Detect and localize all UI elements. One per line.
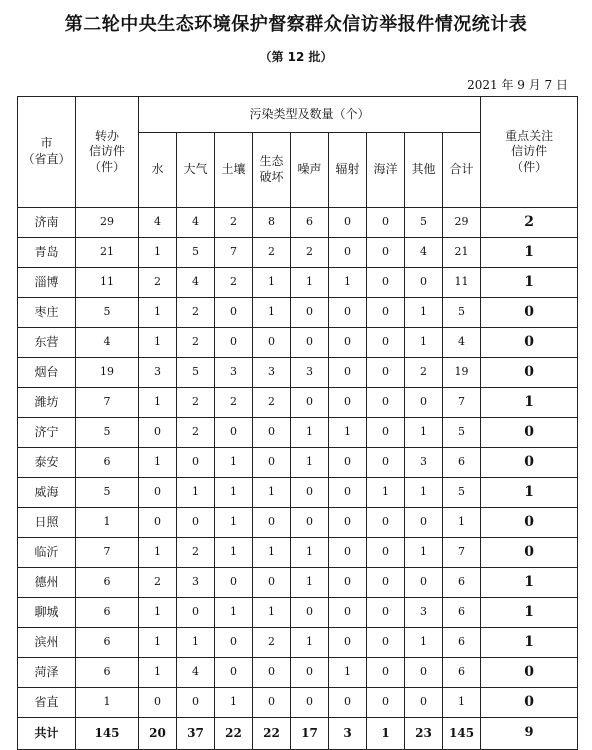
air-count-cell: 1 (177, 628, 215, 658)
other-count-cell: 3 (405, 598, 443, 628)
ecology-count-cell: 0 (253, 418, 291, 448)
table-row (18, 238, 578, 268)
ecology-count-cell: 0 (253, 688, 291, 718)
city-cell: 日照 (18, 508, 76, 538)
transfer-count-cell: 6 (76, 448, 139, 478)
ocean-count-cell: 0 (367, 388, 405, 418)
noise-count-cell: 0 (291, 478, 329, 508)
transfer-count-cell: 7 (76, 538, 139, 568)
table-row (18, 418, 578, 448)
ocean-count-cell: 0 (367, 628, 405, 658)
table-row (18, 328, 578, 358)
ocean-count-cell: 0 (367, 598, 405, 628)
noise-count-cell: 1 (291, 268, 329, 298)
ocean-count-cell: 0 (367, 328, 405, 358)
air-count-cell: 37 (177, 718, 215, 750)
ecology-count-cell: 1 (253, 538, 291, 568)
transfer-count-cell: 6 (76, 628, 139, 658)
subtotal-count-cell: 5 (443, 478, 481, 508)
air-count-cell: 2 (177, 298, 215, 328)
water-count-cell: 2 (139, 268, 177, 298)
soil-count-cell: 22 (215, 718, 253, 750)
air-count-cell: 2 (177, 418, 215, 448)
ecology-count-cell: 0 (253, 658, 291, 688)
header-pollution-group: 污染类型及数量（个） (139, 97, 481, 133)
water-count-cell: 1 (139, 298, 177, 328)
noise-count-cell: 0 (291, 508, 329, 538)
header-type-total: 合计 (443, 133, 481, 208)
air-count-cell: 5 (177, 238, 215, 268)
water-count-cell: 0 (139, 688, 177, 718)
key-concern-cell: 0 (481, 328, 578, 358)
header-type-radiation: 辐射 (329, 133, 367, 208)
noise-count-cell: 0 (291, 388, 329, 418)
noise-count-cell: 3 (291, 358, 329, 388)
water-count-cell: 20 (139, 718, 177, 750)
radiation-count-cell: 0 (329, 388, 367, 418)
ocean-count-cell: 0 (367, 538, 405, 568)
header-key-concern: 重点关注 信访件 （件） (481, 97, 578, 208)
radiation-count-cell: 0 (329, 478, 367, 508)
subtotal-count-cell: 11 (443, 268, 481, 298)
table-row (18, 508, 578, 538)
subtotal-count-cell: 29 (443, 208, 481, 238)
ocean-count-cell: 0 (367, 688, 405, 718)
soil-count-cell: 2 (215, 268, 253, 298)
noise-count-cell: 0 (291, 688, 329, 718)
noise-count-cell: 0 (291, 598, 329, 628)
key-concern-cell: 0 (481, 538, 578, 568)
water-count-cell: 2 (139, 568, 177, 598)
other-count-cell: 1 (405, 628, 443, 658)
water-count-cell: 1 (139, 598, 177, 628)
water-count-cell: 0 (139, 478, 177, 508)
city-cell: 威海 (18, 478, 76, 508)
ocean-count-cell: 0 (367, 208, 405, 238)
water-count-cell: 1 (139, 328, 177, 358)
subtotal-count-cell: 6 (443, 448, 481, 478)
soil-count-cell: 0 (215, 298, 253, 328)
noise-count-cell: 1 (291, 568, 329, 598)
ecology-count-cell: 0 (253, 448, 291, 478)
noise-count-cell: 6 (291, 208, 329, 238)
table-row (18, 388, 578, 418)
transfer-count-cell: 6 (76, 658, 139, 688)
ecology-count-cell: 2 (253, 628, 291, 658)
subtotal-count-cell: 5 (443, 418, 481, 448)
city-cell: 潍坊 (18, 388, 76, 418)
ocean-count-cell: 0 (367, 418, 405, 448)
transfer-count-cell: 6 (76, 598, 139, 628)
transfer-count-cell: 19 (76, 358, 139, 388)
batch-number: （第 12 批） (259, 50, 333, 64)
noise-count-cell: 17 (291, 718, 329, 750)
radiation-count-cell: 0 (329, 208, 367, 238)
soil-count-cell: 1 (215, 688, 253, 718)
other-count-cell: 0 (405, 388, 443, 418)
radiation-count-cell: 1 (329, 658, 367, 688)
water-count-cell: 4 (139, 208, 177, 238)
water-count-cell: 1 (139, 388, 177, 418)
other-count-cell: 0 (405, 568, 443, 598)
transfer-count-cell: 5 (76, 478, 139, 508)
table-row (18, 538, 578, 568)
subtotal-count-cell: 7 (443, 538, 481, 568)
ecology-count-cell: 1 (253, 298, 291, 328)
radiation-count-cell: 0 (329, 568, 367, 598)
table-row (18, 358, 578, 388)
ocean-count-cell: 0 (367, 508, 405, 538)
soil-count-cell: 1 (215, 478, 253, 508)
key-concern-cell: 1 (481, 598, 578, 628)
city-cell: 枣庄 (18, 298, 76, 328)
water-count-cell: 0 (139, 508, 177, 538)
other-count-cell: 0 (405, 268, 443, 298)
radiation-count-cell: 0 (329, 538, 367, 568)
noise-count-cell: 0 (291, 658, 329, 688)
water-count-cell: 3 (139, 358, 177, 388)
soil-count-cell: 0 (215, 328, 253, 358)
noise-count-cell: 1 (291, 538, 329, 568)
other-count-cell: 1 (405, 298, 443, 328)
city-cell: 淄博 (18, 268, 76, 298)
key-concern-cell: 0 (481, 508, 578, 538)
statistics-table (17, 96, 578, 750)
key-concern-cell: 1 (481, 568, 578, 598)
key-concern-cell: 1 (481, 628, 578, 658)
table-row (18, 448, 578, 478)
header-type-air: 大气 (177, 133, 215, 208)
air-count-cell: 2 (177, 388, 215, 418)
soil-count-cell: 1 (215, 508, 253, 538)
transfer-count-cell: 6 (76, 568, 139, 598)
other-count-cell: 1 (405, 328, 443, 358)
ocean-count-cell: 0 (367, 658, 405, 688)
transfer-count-cell: 7 (76, 388, 139, 418)
city-cell: 济宁 (18, 418, 76, 448)
subtotal-count-cell: 6 (443, 598, 481, 628)
air-count-cell: 0 (177, 508, 215, 538)
key-concern-cell: 1 (481, 268, 578, 298)
soil-count-cell: 2 (215, 208, 253, 238)
ecology-count-cell: 1 (253, 268, 291, 298)
header-transfer-count: 转办 信访件 （件） (76, 97, 139, 208)
report-date: 2021 年 9 月 7 日 (467, 78, 568, 92)
header-type-noise: 噪声 (291, 133, 329, 208)
soil-count-cell: 0 (215, 658, 253, 688)
noise-count-cell: 1 (291, 448, 329, 478)
air-count-cell: 4 (177, 658, 215, 688)
other-count-cell: 2 (405, 358, 443, 388)
table-row (18, 598, 578, 628)
transfer-count-cell: 145 (76, 718, 139, 750)
subtotal-count-cell: 145 (443, 718, 481, 750)
radiation-count-cell: 0 (329, 598, 367, 628)
radiation-count-cell: 0 (329, 358, 367, 388)
ocean-count-cell: 0 (367, 238, 405, 268)
table-row (18, 268, 578, 298)
header-city: 市 （省直） (18, 97, 76, 208)
radiation-count-cell: 0 (329, 328, 367, 358)
ecology-count-cell: 0 (253, 328, 291, 358)
key-concern-cell: 0 (481, 658, 578, 688)
noise-count-cell: 1 (291, 418, 329, 448)
transfer-count-cell: 21 (76, 238, 139, 268)
air-count-cell: 4 (177, 208, 215, 238)
air-count-cell: 2 (177, 538, 215, 568)
radiation-count-cell: 0 (329, 628, 367, 658)
ocean-count-cell: 0 (367, 268, 405, 298)
soil-count-cell: 1 (215, 448, 253, 478)
water-count-cell: 1 (139, 538, 177, 568)
ecology-count-cell: 2 (253, 238, 291, 268)
water-count-cell: 1 (139, 628, 177, 658)
ecology-count-cell: 2 (253, 388, 291, 418)
key-concern-cell: 0 (481, 298, 578, 328)
header-type-water: 水 (139, 133, 177, 208)
subtotal-count-cell: 1 (443, 508, 481, 538)
air-count-cell: 0 (177, 598, 215, 628)
radiation-count-cell: 0 (329, 688, 367, 718)
transfer-count-cell: 5 (76, 298, 139, 328)
table-row (18, 208, 578, 238)
soil-count-cell: 2 (215, 388, 253, 418)
key-concern-cell: 1 (481, 238, 578, 268)
ecology-count-cell: 0 (253, 508, 291, 538)
noise-count-cell: 0 (291, 328, 329, 358)
key-concern-cell: 0 (481, 358, 578, 388)
soil-count-cell: 0 (215, 628, 253, 658)
key-concern-cell: 1 (481, 388, 578, 418)
other-count-cell: 23 (405, 718, 443, 750)
subtotal-count-cell: 6 (443, 628, 481, 658)
water-count-cell: 1 (139, 658, 177, 688)
radiation-count-cell: 1 (329, 418, 367, 448)
city-cell: 共计 (18, 718, 76, 750)
city-cell: 聊城 (18, 598, 76, 628)
water-count-cell: 1 (139, 448, 177, 478)
other-count-cell: 1 (405, 538, 443, 568)
air-count-cell: 2 (177, 328, 215, 358)
city-cell: 济南 (18, 208, 76, 238)
ocean-count-cell: 0 (367, 298, 405, 328)
radiation-count-cell: 0 (329, 508, 367, 538)
city-cell: 青岛 (18, 238, 76, 268)
city-cell: 滨州 (18, 628, 76, 658)
city-cell: 德州 (18, 568, 76, 598)
transfer-count-cell: 1 (76, 508, 139, 538)
ecology-count-cell: 3 (253, 358, 291, 388)
table-row (18, 628, 578, 658)
soil-count-cell: 7 (215, 238, 253, 268)
table-row (18, 478, 578, 508)
key-concern-cell: 0 (481, 448, 578, 478)
key-concern-cell: 0 (481, 418, 578, 448)
soil-count-cell: 1 (215, 538, 253, 568)
air-count-cell: 0 (177, 448, 215, 478)
other-count-cell: 0 (405, 658, 443, 688)
air-count-cell: 1 (177, 478, 215, 508)
other-count-cell: 0 (405, 688, 443, 718)
key-concern-cell: 9 (481, 718, 578, 750)
header-type-ocean: 海洋 (367, 133, 405, 208)
water-count-cell: 0 (139, 418, 177, 448)
subtotal-count-cell: 4 (443, 328, 481, 358)
ocean-count-cell: 0 (367, 568, 405, 598)
key-concern-cell: 2 (481, 208, 578, 238)
subtotal-count-cell: 21 (443, 238, 481, 268)
noise-count-cell: 0 (291, 298, 329, 328)
other-count-cell: 0 (405, 508, 443, 538)
subtotal-count-cell: 6 (443, 658, 481, 688)
city-cell: 临沂 (18, 538, 76, 568)
table-row (18, 658, 578, 688)
water-count-cell: 1 (139, 238, 177, 268)
ecology-count-cell: 1 (253, 478, 291, 508)
soil-count-cell: 0 (215, 418, 253, 448)
other-count-cell: 1 (405, 478, 443, 508)
transfer-count-cell: 11 (76, 268, 139, 298)
ocean-count-cell: 1 (367, 478, 405, 508)
city-cell: 省直 (18, 688, 76, 718)
air-count-cell: 5 (177, 358, 215, 388)
city-cell: 泰安 (18, 448, 76, 478)
subtotal-count-cell: 19 (443, 358, 481, 388)
transfer-count-cell: 1 (76, 688, 139, 718)
header-type-soil: 土壤 (215, 133, 253, 208)
other-count-cell: 1 (405, 418, 443, 448)
noise-count-cell: 2 (291, 238, 329, 268)
subtotal-count-cell: 1 (443, 688, 481, 718)
other-count-cell: 3 (405, 448, 443, 478)
air-count-cell: 0 (177, 688, 215, 718)
radiation-count-cell: 3 (329, 718, 367, 750)
city-cell: 烟台 (18, 358, 76, 388)
ecology-count-cell: 0 (253, 568, 291, 598)
table-row (18, 688, 578, 718)
soil-count-cell: 3 (215, 358, 253, 388)
soil-count-cell: 0 (215, 568, 253, 598)
table-body (18, 208, 578, 750)
soil-count-cell: 1 (215, 598, 253, 628)
radiation-count-cell: 1 (329, 268, 367, 298)
air-count-cell: 3 (177, 568, 215, 598)
transfer-count-cell: 5 (76, 418, 139, 448)
city-cell: 东营 (18, 328, 76, 358)
noise-count-cell: 1 (291, 628, 329, 658)
key-concern-cell: 0 (481, 688, 578, 718)
total-row (18, 718, 578, 750)
radiation-count-cell: 0 (329, 238, 367, 268)
air-count-cell: 4 (177, 268, 215, 298)
city-cell: 菏泽 (18, 658, 76, 688)
subtotal-count-cell: 6 (443, 568, 481, 598)
ocean-count-cell: 0 (367, 448, 405, 478)
transfer-count-cell: 29 (76, 208, 139, 238)
header-type-ecology: 生态 破坏 (253, 133, 291, 208)
radiation-count-cell: 0 (329, 448, 367, 478)
ecology-count-cell: 22 (253, 718, 291, 750)
table-row (18, 568, 578, 598)
other-count-cell: 4 (405, 238, 443, 268)
other-count-cell: 5 (405, 208, 443, 238)
ocean-count-cell: 0 (367, 358, 405, 388)
ecology-count-cell: 1 (253, 598, 291, 628)
key-concern-cell: 1 (481, 478, 578, 508)
subtotal-count-cell: 7 (443, 388, 481, 418)
header-type-other: 其他 (405, 133, 443, 208)
table-row (18, 298, 578, 328)
ocean-count-cell: 1 (367, 718, 405, 750)
radiation-count-cell: 0 (329, 298, 367, 328)
transfer-count-cell: 4 (76, 328, 139, 358)
page-title: 第二轮中央生态环境保护督察群众信访举报件情况统计表 (64, 14, 528, 35)
subtotal-count-cell: 5 (443, 298, 481, 328)
ecology-count-cell: 8 (253, 208, 291, 238)
